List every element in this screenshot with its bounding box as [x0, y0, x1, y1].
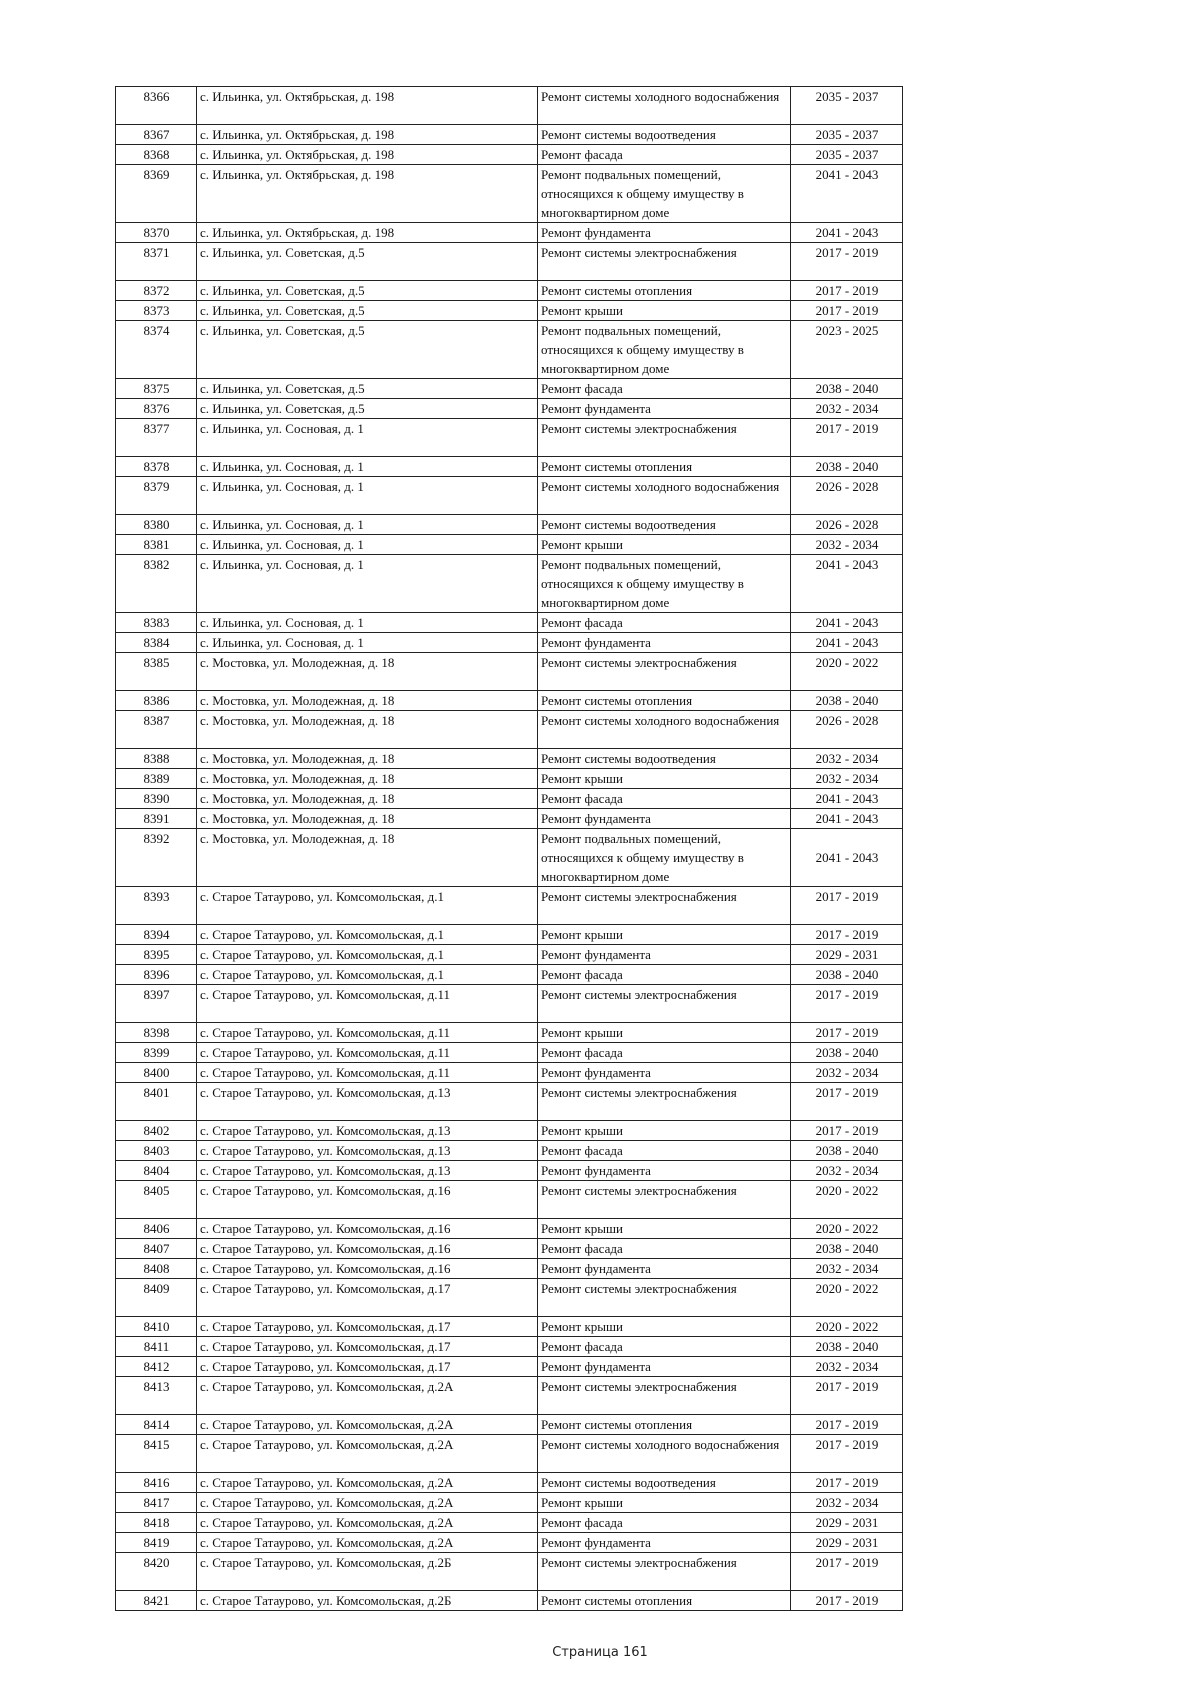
row-period: 2032 - 2034	[791, 1063, 903, 1083]
row-address: с. Ильинка, ул. Сосновая, д. 1	[197, 613, 538, 633]
table-row	[116, 633, 903, 653]
row-period: 2029 - 2031	[791, 945, 903, 965]
row-address: с. Старое Татаурово, ул. Комсомольская, д.13	[197, 1121, 538, 1141]
row-address: с. Старое Татаурово, ул. Комсомольская, д.2А	[197, 1415, 538, 1435]
row-work-type: Ремонт системы электроснабжения	[538, 419, 791, 457]
table-row	[116, 1473, 903, 1493]
row-work-type: Ремонт подвальных помещений, относящихся к общему имуществу в многоквартирном доме	[538, 165, 791, 223]
row-period: 2032 - 2034	[791, 399, 903, 419]
table-row	[116, 829, 903, 887]
row-work-type: Ремонт фундамента	[538, 945, 791, 965]
row-number: 8386	[116, 691, 197, 711]
table-row	[116, 985, 903, 1023]
table-row	[116, 399, 903, 419]
row-address: с. Ильинка, ул. Сосновая, д. 1	[197, 555, 538, 613]
row-period: 2017 - 2019	[791, 1415, 903, 1435]
row-work-type: Ремонт фасада	[538, 613, 791, 633]
row-period: 2017 - 2019	[791, 1121, 903, 1141]
row-number: 8380	[116, 515, 197, 535]
row-work-type: Ремонт системы отопления	[538, 1415, 791, 1435]
table-row	[116, 419, 903, 457]
row-address: с. Старое Татаурово, ул. Комсомольская, д.16	[197, 1181, 538, 1219]
row-address: с. Мостовка, ул. Молодежная, д. 18	[197, 749, 538, 769]
row-period: 2020 - 2022	[791, 653, 903, 691]
row-period: 2035 - 2037	[791, 125, 903, 145]
row-number: 8372	[116, 281, 197, 301]
row-work-type: Ремонт фундамента	[538, 633, 791, 653]
table-row	[116, 1553, 903, 1591]
row-period: 2032 - 2034	[791, 1161, 903, 1181]
row-number: 8413	[116, 1377, 197, 1415]
row-work-type: Ремонт крыши	[538, 1317, 791, 1337]
table-row	[116, 789, 903, 809]
row-address: с. Ильинка, ул. Сосновая, д. 1	[197, 535, 538, 555]
row-address: с. Старое Татаурово, ул. Комсомольская, д.17	[197, 1279, 538, 1317]
row-period: 2032 - 2034	[791, 749, 903, 769]
row-period: 2038 - 2040	[791, 965, 903, 985]
row-address: с. Ильинка, ул. Советская, д.5	[197, 321, 538, 379]
row-number: 8398	[116, 1023, 197, 1043]
row-work-type: Ремонт системы электроснабжения	[538, 985, 791, 1023]
row-number: 8367	[116, 125, 197, 145]
table-row	[116, 1259, 903, 1279]
row-work-type: Ремонт фундамента	[538, 1357, 791, 1377]
row-number: 8388	[116, 749, 197, 769]
row-number: 8382	[116, 555, 197, 613]
row-period: 2029 - 2031	[791, 1533, 903, 1553]
row-address: с. Старое Татаурово, ул. Комсомольская, д.13	[197, 1141, 538, 1161]
row-number: 8373	[116, 301, 197, 321]
row-work-type: Ремонт фасада	[538, 789, 791, 809]
row-period: 2041 - 2043	[791, 165, 903, 223]
row-work-type: Ремонт фасада	[538, 965, 791, 985]
row-work-type: Ремонт фасада	[538, 1337, 791, 1357]
row-work-type: Ремонт фундамента	[538, 1063, 791, 1083]
row-period: 2020 - 2022	[791, 1317, 903, 1337]
row-address: с. Старое Татаурово, ул. Комсомольская, д.11	[197, 1023, 538, 1043]
capital-repair-table	[115, 86, 903, 1611]
row-period: 2023 - 2025	[791, 321, 903, 379]
row-address: с. Старое Татаурово, ул. Комсомольская, д.17	[197, 1337, 538, 1357]
table-row	[116, 321, 903, 379]
row-number: 8421	[116, 1591, 197, 1611]
row-number: 8405	[116, 1181, 197, 1219]
row-number: 8396	[116, 965, 197, 985]
table-row	[116, 1083, 903, 1121]
table-row	[116, 1533, 903, 1553]
row-period: 2020 - 2022	[791, 1181, 903, 1219]
row-number: 8366	[116, 87, 197, 125]
row-address: с. Старое Татаурово, ул. Комсомольская, д.2А	[197, 1377, 538, 1415]
row-number: 8397	[116, 985, 197, 1023]
row-address: с. Старое Татаурово, ул. Комсомольская, д.16	[197, 1259, 538, 1279]
row-work-type: Ремонт системы водоотведения	[538, 1473, 791, 1493]
row-address: с. Мостовка, ул. Молодежная, д. 18	[197, 789, 538, 809]
row-number: 8416	[116, 1473, 197, 1493]
row-period: 2029 - 2031	[791, 1513, 903, 1533]
row-number: 8415	[116, 1435, 197, 1473]
row-work-type: Ремонт системы отопления	[538, 281, 791, 301]
row-work-type: Ремонт фундамента	[538, 1259, 791, 1279]
row-work-type: Ремонт фундамента	[538, 809, 791, 829]
row-work-type: Ремонт фасада	[538, 1141, 791, 1161]
row-number: 8407	[116, 1239, 197, 1259]
row-period: 2038 - 2040	[791, 1239, 903, 1259]
row-address: с. Ильинка, ул. Октябрьская, д. 198	[197, 223, 538, 243]
row-address: с. Старое Татаурово, ул. Комсомольская, д.17	[197, 1357, 538, 1377]
row-work-type: Ремонт крыши	[538, 769, 791, 789]
table-row	[116, 1377, 903, 1415]
row-work-type: Ремонт системы электроснабжения	[538, 1083, 791, 1121]
table-row	[116, 1063, 903, 1083]
row-period: 2032 - 2034	[791, 1493, 903, 1513]
table-row	[116, 1043, 903, 1063]
row-period: 2017 - 2019	[791, 1591, 903, 1611]
row-work-type: Ремонт системы электроснабжения	[538, 653, 791, 691]
row-work-type: Ремонт системы холодного водоснабжения	[538, 1435, 791, 1473]
row-work-type: Ремонт системы отопления	[538, 457, 791, 477]
row-address: с. Старое Татаурово, ул. Комсомольская, д.13	[197, 1161, 538, 1181]
row-number: 8402	[116, 1121, 197, 1141]
row-period: 2032 - 2034	[791, 1357, 903, 1377]
row-period: 2041 - 2043	[791, 555, 903, 613]
table-row	[116, 1415, 903, 1435]
row-number: 8410	[116, 1317, 197, 1337]
row-address: с. Ильинка, ул. Советская, д.5	[197, 281, 538, 301]
row-period: 2017 - 2019	[791, 281, 903, 301]
row-number: 8389	[116, 769, 197, 789]
table-row	[116, 749, 903, 769]
row-number: 8408	[116, 1259, 197, 1279]
table-row	[116, 477, 903, 515]
row-period: 2017 - 2019	[791, 419, 903, 457]
row-period: 2041 - 2043	[791, 633, 903, 653]
row-address: с. Старое Татаурово, ул. Комсомольская, д.1	[197, 925, 538, 945]
row-period: 2017 - 2019	[791, 1435, 903, 1473]
row-address: с. Старое Татаурово, ул. Комсомольская, д.1	[197, 945, 538, 965]
table-row	[116, 223, 903, 243]
table-row	[116, 535, 903, 555]
row-period: 2035 - 2037	[791, 87, 903, 125]
table-row	[116, 1023, 903, 1043]
row-address: с. Старое Татаурово, ул. Комсомольская, д.2А	[197, 1533, 538, 1553]
table-row	[116, 711, 903, 749]
table-row	[116, 653, 903, 691]
table-row	[116, 945, 903, 965]
table-row	[116, 1219, 903, 1239]
row-address: с. Старое Татаурово, ул. Комсомольская, д.11	[197, 1043, 538, 1063]
row-number: 8384	[116, 633, 197, 653]
table-row	[116, 243, 903, 281]
row-number: 8419	[116, 1533, 197, 1553]
table-row	[116, 145, 903, 165]
row-number: 8411	[116, 1337, 197, 1357]
row-address: с. Ильинка, ул. Сосновая, д. 1	[197, 515, 538, 535]
row-period: 2017 - 2019	[791, 887, 903, 925]
table-row	[116, 1357, 903, 1377]
row-period: 2020 - 2022	[791, 1279, 903, 1317]
row-work-type: Ремонт фасада	[538, 1043, 791, 1063]
row-address: с. Старое Татаурово, ул. Комсомольская, д.11	[197, 1063, 538, 1083]
row-number: 8420	[116, 1553, 197, 1591]
row-work-type: Ремонт крыши	[538, 1219, 791, 1239]
row-number: 8409	[116, 1279, 197, 1317]
table-row	[116, 515, 903, 535]
row-work-type: Ремонт системы электроснабжения	[538, 1553, 791, 1591]
row-work-type: Ремонт крыши	[538, 301, 791, 321]
row-number: 8406	[116, 1219, 197, 1239]
row-period: 2041 - 2043	[791, 809, 903, 829]
table-row	[116, 301, 903, 321]
row-work-type: Ремонт фасада	[538, 1239, 791, 1259]
row-number: 8395	[116, 945, 197, 965]
row-address: с. Старое Татаурово, ул. Комсомольская, д.11	[197, 985, 538, 1023]
row-number: 8401	[116, 1083, 197, 1121]
table-body	[116, 87, 903, 1611]
table-row	[116, 1161, 903, 1181]
row-period: 2026 - 2028	[791, 515, 903, 535]
row-period: 2017 - 2019	[791, 1553, 903, 1591]
row-period: 2038 - 2040	[791, 1141, 903, 1161]
row-work-type: Ремонт фундамента	[538, 1533, 791, 1553]
row-period: 2032 - 2034	[791, 1259, 903, 1279]
row-period: 2026 - 2028	[791, 477, 903, 515]
table-row	[116, 379, 903, 399]
row-period: 2038 - 2040	[791, 691, 903, 711]
row-number: 8391	[116, 809, 197, 829]
table-row	[116, 281, 903, 301]
row-address: с. Ильинка, ул. Сосновая, д. 1	[197, 457, 538, 477]
row-period: 2038 - 2040	[791, 457, 903, 477]
row-period: 2017 - 2019	[791, 1473, 903, 1493]
row-number: 8418	[116, 1513, 197, 1533]
row-address: с. Ильинка, ул. Сосновая, д. 1	[197, 419, 538, 457]
table-row	[116, 809, 903, 829]
row-number: 8376	[116, 399, 197, 419]
row-address: с. Мостовка, ул. Молодежная, д. 18	[197, 829, 538, 887]
row-work-type: Ремонт системы водоотведения	[538, 515, 791, 535]
row-number: 8368	[116, 145, 197, 165]
row-period: 2020 - 2022	[791, 1219, 903, 1239]
table-row	[116, 769, 903, 789]
row-period: 2017 - 2019	[791, 301, 903, 321]
row-address: с. Старое Татаурово, ул. Комсомольская, д.2Б	[197, 1591, 538, 1611]
row-work-type: Ремонт системы электроснабжения	[538, 243, 791, 281]
row-address: с. Ильинка, ул. Советская, д.5	[197, 243, 538, 281]
table-row	[116, 1279, 903, 1317]
row-number: 8412	[116, 1357, 197, 1377]
row-work-type: Ремонт подвальных помещений, относящихся к общему имуществу в многоквартирном доме	[538, 555, 791, 613]
row-period: 2041 - 2043	[791, 789, 903, 809]
row-work-type: Ремонт системы электроснабжения	[538, 1279, 791, 1317]
row-period: 2035 - 2037	[791, 145, 903, 165]
table-row	[116, 87, 903, 125]
table-row	[116, 1591, 903, 1611]
page-number: Страница 161	[552, 1645, 648, 1660]
row-address: с. Ильинка, ул. Советская, д.5	[197, 301, 538, 321]
table-row	[116, 925, 903, 945]
row-address: с. Старое Татаурово, ул. Комсомольская, д.16	[197, 1219, 538, 1239]
row-number: 8370	[116, 223, 197, 243]
row-period: 2041 - 2043	[791, 223, 903, 243]
row-address: с. Старое Татаурово, ул. Комсомольская, д.2А	[197, 1473, 538, 1493]
row-work-type: Ремонт фундамента	[538, 1161, 791, 1181]
row-work-type: Ремонт системы электроснабжения	[538, 887, 791, 925]
row-address: с. Ильинка, ул. Октябрьская, д. 198	[197, 165, 538, 223]
table-row	[116, 165, 903, 223]
row-address: с. Старое Татаурово, ул. Комсомольская, д.1	[197, 887, 538, 925]
table-row	[116, 1239, 903, 1259]
row-period: 2038 - 2040	[791, 1337, 903, 1357]
row-period: 2038 - 2040	[791, 1043, 903, 1063]
row-address: с. Ильинка, ул. Советская, д.5	[197, 379, 538, 399]
row-address: с. Мостовка, ул. Молодежная, д. 18	[197, 769, 538, 789]
row-address: с. Старое Татаурово, ул. Комсомольская, д.13	[197, 1083, 538, 1121]
row-work-type: Ремонт фасада	[538, 145, 791, 165]
row-number: 8399	[116, 1043, 197, 1063]
row-address: с. Старое Татаурово, ул. Комсомольская, д.2А	[197, 1493, 538, 1513]
row-work-type: Ремонт системы водоотведения	[538, 125, 791, 145]
table-row	[116, 613, 903, 633]
row-period: 2017 - 2019	[791, 243, 903, 281]
row-work-type: Ремонт крыши	[538, 1023, 791, 1043]
row-work-type: Ремонт фасада	[538, 1513, 791, 1533]
row-number: 8379	[116, 477, 197, 515]
row-address: с. Старое Татаурово, ул. Комсомольская, д.16	[197, 1239, 538, 1259]
row-address: с. Ильинка, ул. Сосновая, д. 1	[197, 477, 538, 515]
row-address: с. Ильинка, ул. Октябрьская, д. 198	[197, 125, 538, 145]
row-address: с. Ильинка, ул. Советская, д.5	[197, 399, 538, 419]
row-period: 2041 - 2043	[791, 829, 903, 887]
row-number: 8378	[116, 457, 197, 477]
row-address: с. Старое Татаурово, ул. Комсомольская, д.2А	[197, 1435, 538, 1473]
row-number: 8375	[116, 379, 197, 399]
table-row	[116, 1317, 903, 1337]
table-row	[116, 1513, 903, 1533]
row-period: 2032 - 2034	[791, 535, 903, 555]
row-period: 2026 - 2028	[791, 711, 903, 749]
row-number: 8387	[116, 711, 197, 749]
row-period: 2041 - 2043	[791, 613, 903, 633]
row-address: с. Старое Татаурово, ул. Комсомольская, д.2Б	[197, 1553, 538, 1591]
table-row	[116, 965, 903, 985]
row-period: 2017 - 2019	[791, 1023, 903, 1043]
table-row	[116, 691, 903, 711]
row-work-type: Ремонт фасада	[538, 379, 791, 399]
row-address: с. Ильинка, ул. Октябрьская, д. 198	[197, 87, 538, 125]
row-number: 8381	[116, 535, 197, 555]
table-row	[116, 1121, 903, 1141]
table-row	[116, 555, 903, 613]
row-work-type: Ремонт подвальных помещений, относящихся к общему имуществу в многоквартирном доме	[538, 829, 791, 887]
table-row	[116, 125, 903, 145]
row-number: 8414	[116, 1415, 197, 1435]
row-number: 8369	[116, 165, 197, 223]
row-address: с. Мостовка, ул. Молодежная, д. 18	[197, 691, 538, 711]
row-number: 8374	[116, 321, 197, 379]
row-address: с. Ильинка, ул. Сосновая, д. 1	[197, 633, 538, 653]
row-address: с. Мостовка, ул. Молодежная, д. 18	[197, 809, 538, 829]
table-row	[116, 1493, 903, 1513]
row-number: 8377	[116, 419, 197, 457]
row-work-type: Ремонт системы отопления	[538, 1591, 791, 1611]
row-address: с. Старое Татаурово, ул. Комсомольская, д.17	[197, 1317, 538, 1337]
row-work-type: Ремонт системы водоотведения	[538, 749, 791, 769]
row-number: 8392	[116, 829, 197, 887]
table-row	[116, 1141, 903, 1161]
row-number: 8417	[116, 1493, 197, 1513]
table-row	[116, 887, 903, 925]
row-address: с. Мостовка, ул. Молодежная, д. 18	[197, 653, 538, 691]
row-work-type: Ремонт крыши	[538, 1121, 791, 1141]
row-address: с. Ильинка, ул. Октябрьская, д. 198	[197, 145, 538, 165]
row-number: 8394	[116, 925, 197, 945]
row-work-type: Ремонт системы отопления	[538, 691, 791, 711]
table-row	[116, 1181, 903, 1219]
row-address: с. Мостовка, ул. Молодежная, д. 18	[197, 711, 538, 749]
row-address: с. Старое Татаурово, ул. Комсомольская, д.2А	[197, 1513, 538, 1533]
row-work-type: Ремонт крыши	[538, 535, 791, 555]
row-period: 2017 - 2019	[791, 985, 903, 1023]
row-period: 2017 - 2019	[791, 1083, 903, 1121]
row-work-type: Ремонт системы холодного водоснабжения	[538, 87, 791, 125]
row-work-type: Ремонт фундамента	[538, 223, 791, 243]
row-number: 8403	[116, 1141, 197, 1161]
row-work-type: Ремонт фундамента	[538, 399, 791, 419]
row-number: 8371	[116, 243, 197, 281]
row-number: 8390	[116, 789, 197, 809]
row-number: 8393	[116, 887, 197, 925]
row-number: 8400	[116, 1063, 197, 1083]
row-number: 8404	[116, 1161, 197, 1181]
row-work-type: Ремонт крыши	[538, 925, 791, 945]
row-number: 8385	[116, 653, 197, 691]
row-period: 2032 - 2034	[791, 769, 903, 789]
row-work-type: Ремонт системы холодного водоснабжения	[538, 477, 791, 515]
table-row	[116, 457, 903, 477]
row-period: 2038 - 2040	[791, 379, 903, 399]
row-period: 2017 - 2019	[791, 925, 903, 945]
row-work-type: Ремонт системы электроснабжения	[538, 1377, 791, 1415]
table-row	[116, 1435, 903, 1473]
row-work-type: Ремонт системы холодного водоснабжения	[538, 711, 791, 749]
row-address: с. Старое Татаурово, ул. Комсомольская, д.1	[197, 965, 538, 985]
row-work-type: Ремонт крыши	[538, 1493, 791, 1513]
row-period: 2017 - 2019	[791, 1377, 903, 1415]
row-work-type: Ремонт системы электроснабжения	[538, 1181, 791, 1219]
row-work-type: Ремонт подвальных помещений, относящихся к общему имуществу в многоквартирном доме	[538, 321, 791, 379]
table-row	[116, 1337, 903, 1357]
row-number: 8383	[116, 613, 197, 633]
